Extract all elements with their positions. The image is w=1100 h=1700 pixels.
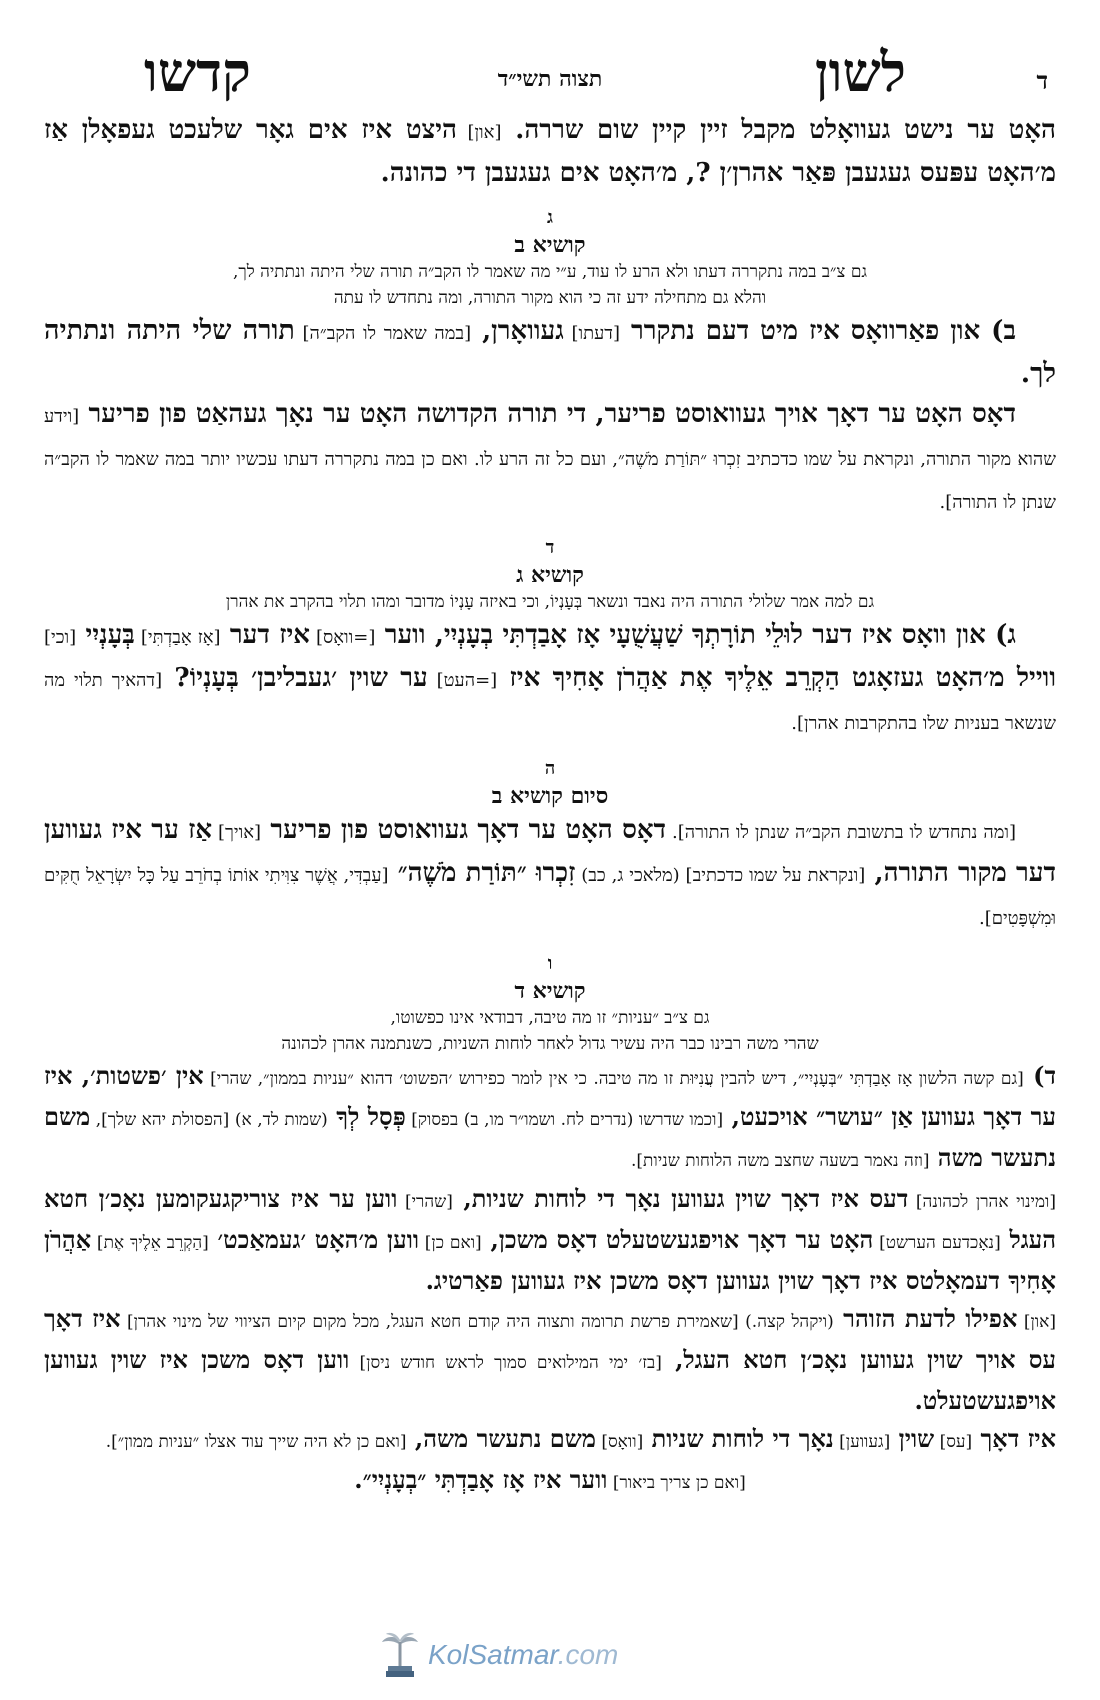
section-d	[44, 535, 1056, 615]
bracket: [במה שאמר לו הקב״ה]	[294, 323, 472, 344]
text: איז דאָך עס אויך שוין געווען נאָכ׳ן חטא העגל,	[44, 1304, 1056, 1374]
paragraph-minui	[44, 1180, 1056, 1300]
text: ווען מ׳האָט ׳געמאַכט׳	[208, 1225, 419, 1254]
intro-text-2: היצט איז אים גאָר שלעכט געפאָלן אַז מ׳האָט עפּעס געגעבן פּאַר אהרן׳ן ?, מ׳האָט אים געגעבן די כהונה.	[44, 115, 1056, 188]
paragraph-d	[44, 1057, 1056, 1180]
paragraph-last	[44, 1461, 1056, 1502]
intro-bracket: [און]	[456, 122, 502, 143]
text: איז דאָך	[972, 1424, 1056, 1453]
paragraph-afilu	[44, 1300, 1056, 1420]
text: דאָס האָט ער דאָך אויך געוואוסט פריער, די תורה הקדושה האָט ער נאָך געהאַט פון פריער	[79, 399, 1016, 429]
bracket: [ומינוי אהרן לכהונה]	[908, 1192, 1056, 1212]
bracket: [אויך]	[212, 822, 262, 843]
section-title: קושיא ד	[514, 978, 586, 1004]
intro-paragraph	[44, 110, 1056, 193]
bracket: (שמות לד, א) [הפסולת יהא שלך],	[90, 1110, 328, 1130]
bracket: [הַקְרֵב אֵלֶיךָ אֶת]	[91, 1233, 209, 1253]
text: משם נתעשר משה,	[406, 1424, 596, 1453]
paragraph-das	[44, 394, 1056, 523]
bracket: [ונקראת על שמו כדכתיב] (מלאכי ג, כב)	[575, 865, 866, 886]
text: בְּעָנְיִי	[76, 620, 135, 650]
section-letter: ד	[545, 537, 555, 558]
section-summary-1: גם צ״ב ״עניות״ זו מה טיבה, דבודאי אינו כפשוטו,	[390, 1008, 710, 1028]
section-summary-1: גם צ״ב במה נתקררה דעתו ולא הרע לו עוד, ע״י מה שאמר לו הקב״ה תורה שלי היתה ונתתיה לך,	[232, 262, 868, 282]
watermark-brand: KolSatmar	[428, 1639, 558, 1670]
page-number: ד	[1036, 66, 1048, 95]
text: ווער	[375, 620, 426, 650]
intro-text-1: האָט ער נישט געוואָלט מקבל זיין קיין שום שררה.	[501, 115, 1056, 145]
paragraph-iz	[44, 1420, 1056, 1461]
palm-tree-book-icon	[380, 1630, 420, 1680]
text: נאָך די לוחות שניות	[643, 1424, 834, 1453]
section-letter: ג	[547, 207, 553, 228]
bracket: [עס]	[934, 1432, 973, 1452]
bracket: [שהרי]	[397, 1192, 453, 1212]
section-summary-2: שהרי משה רבינו כבר היה עשיר גדול לאחר לוחות השניות, כשנתמנה אהרן לכהונה	[281, 1034, 819, 1054]
running-title-center: תצוה תשי״ד	[497, 66, 603, 92]
text: ער שוין ׳געבליבן׳ בְּעָנְיוֹ?	[162, 663, 428, 693]
bracket: [נאָכדעם הערשט]	[873, 1233, 1001, 1253]
section-summary-2: והלא גם מתחילה ידע זה כי הוא מקור התורה, ומה נתחדש לו עתה	[333, 288, 767, 308]
section-letter: ה	[544, 758, 556, 779]
text: דאָס האָט ער דאָך געוואוסט פון פריער	[261, 815, 667, 845]
text: זִכְרוּ ״תּוֹרַת מֹשֶׁה״	[388, 858, 576, 888]
section-v	[44, 951, 1056, 1057]
text: ווען דאָס משכן איז שוין געווען אויפגעשטעלט.	[44, 1345, 1056, 1415]
bracket: [ואם כן צריך ביאור]	[607, 1473, 746, 1493]
section-title: סיום קושיא ב	[491, 783, 609, 809]
bracket: [ואם כן לא היה שייך עוד אצלו ״עניות ממון״].	[105, 1432, 407, 1452]
bracket: [=וואָס]	[309, 627, 376, 648]
bracket: [אָז אָבַדְתִּי]	[134, 627, 221, 648]
text: פְּסָל לְךָ	[327, 1102, 406, 1131]
running-title-left: קדשו	[144, 40, 251, 104]
bracket: [וכי]	[44, 627, 77, 648]
bracket: [און]	[1017, 1312, 1056, 1332]
section-g	[44, 205, 1056, 311]
bracket: [ומה נתחדש לו בתשובת הקב״ה שנתן לו התורה].	[666, 822, 1016, 843]
text: ווער איז אָז אָבַדְתִּי ״בְעָנְיִי״.	[354, 1465, 608, 1494]
text: ווען ער איז צוריקגעקומען נאָכ׳ן חטא העגל	[44, 1184, 1057, 1254]
bracket: [דעתו]	[563, 323, 620, 344]
section-h	[44, 756, 1056, 810]
bracket: [גם קשה הלשון אָז אָבַדְתִּי ״בְּעָנְיִי״, דיש להבין עֲנִיּוּת זו מה טיבה. כי אין לומר כפירוש ׳הפשוט׳ דהוא ״עניות בממון״, שהרי]	[203, 1069, 1024, 1089]
text: איז דער	[220, 620, 310, 650]
bracket: [געווען]	[833, 1432, 891, 1452]
watermark-text	[428, 1639, 618, 1671]
bracket: [וזה נאמר בשעה שחצב משה הלוחות שניות].	[631, 1151, 930, 1171]
bracket: [בז׳ ימי המילואים סמוך לראש חודש ניסן]	[349, 1353, 662, 1373]
bracket: [ואם כן]	[418, 1233, 482, 1253]
section-letter: ו	[547, 953, 553, 974]
section-title: קושיא ב	[514, 232, 586, 258]
bracket: [וואָס]	[595, 1432, 644, 1452]
text: געוואָרן,	[471, 316, 564, 346]
watermark	[380, 1630, 618, 1680]
watermark-suffix: .com	[557, 1639, 619, 1670]
bracket: [וכמו שדרשו (נדרים לח. ושמו״ר מו, ב) בפסוק]	[405, 1110, 724, 1130]
text: אַהֲרֹן אָחִיךָ דעמאָלטס איז דאָך שוין געווען דאָס משכן איז געווען פאַרטיג.	[44, 1225, 1056, 1295]
section-title: קושיא ג	[516, 562, 584, 588]
text: משם נתעשר משה	[44, 1102, 1056, 1172]
bracket: [עַבְדִּי, אֲשֶׁר צִוִּיתִי אוֹתוֹ בְחֹרֵב עַל כָּל יִשְׂרָאֵל חֻקִּים וּמִשְׁפָּטִים].	[44, 865, 1056, 929]
text: אַז ער איז געווען דער מקור התורה,	[44, 815, 1057, 888]
text: אין ׳פשטות׳, איז ער דאָך געווען אַן ״עושר״ אויכעט,	[44, 1061, 1056, 1131]
text: האָט ער דאָך אויפגעשטעלט דאָס משכן,	[481, 1225, 874, 1254]
text: ווייל מ׳האָט געזאָגט הַקְרֵב אֵלֶיךָ אֶת אַהֲרֹן אָחִיךָ איז	[497, 663, 1056, 693]
bracket: (ויקהל קצה.) [שאמירת פרשת תרומה ותצוה היה קודם חטא העגל, מכל מקום קיום הציווי של מינוי אהרן]	[120, 1312, 834, 1332]
text: שוין	[890, 1424, 935, 1453]
bracket: [וידע שהוא מקור התורה, ונקראת על שמו כדכתיב זִכְרוּ ״תּוֹרַת מֹשֶׁה״, ועם כל זה הרע לו. ואם כן במה נתקררה דעתו עכשיו יותר במה שאמר לו הקב״ה שנתן לו התורה].	[44, 406, 1057, 513]
paragraph-h	[44, 810, 1056, 939]
text: ד)	[1023, 1061, 1056, 1090]
bracket: [=העט]	[427, 670, 498, 691]
page-header	[44, 40, 1056, 110]
bracket: [דהאיך תלוי מה שנשאר בעניות שלו בהתקרבות אהרן].	[44, 670, 1056, 734]
text: דעס איז דאָך שוין געווען נאָך די לוחות שניות,	[452, 1184, 909, 1213]
text: ב) און פאַרוואָס איז מיט דעם נתקרר	[619, 316, 1016, 346]
quote: תורה שלי היתה ונתתיה לך.	[44, 315, 1056, 389]
section-summary-1: גם למה אמר שלולי התורה היה נאבד ונשאר בְּעָנְיוֹ, וכי באיזה עָנְיוֹ מדובר ומהו תלוי בהקרב את אהרן	[225, 592, 875, 612]
text: ג) און וואָס איז דער לוּלֵי תוֹרָתְךָ שַׁעֲשֻׁעָי אָז אָבַדְתִּי בְעָנְיִי,	[425, 620, 1017, 650]
running-title-right: לשון	[814, 40, 906, 104]
paragraph-b	[44, 311, 1056, 394]
paragraph-g	[44, 615, 1056, 744]
text: אפילו לדעת הזוהר	[833, 1304, 1018, 1333]
